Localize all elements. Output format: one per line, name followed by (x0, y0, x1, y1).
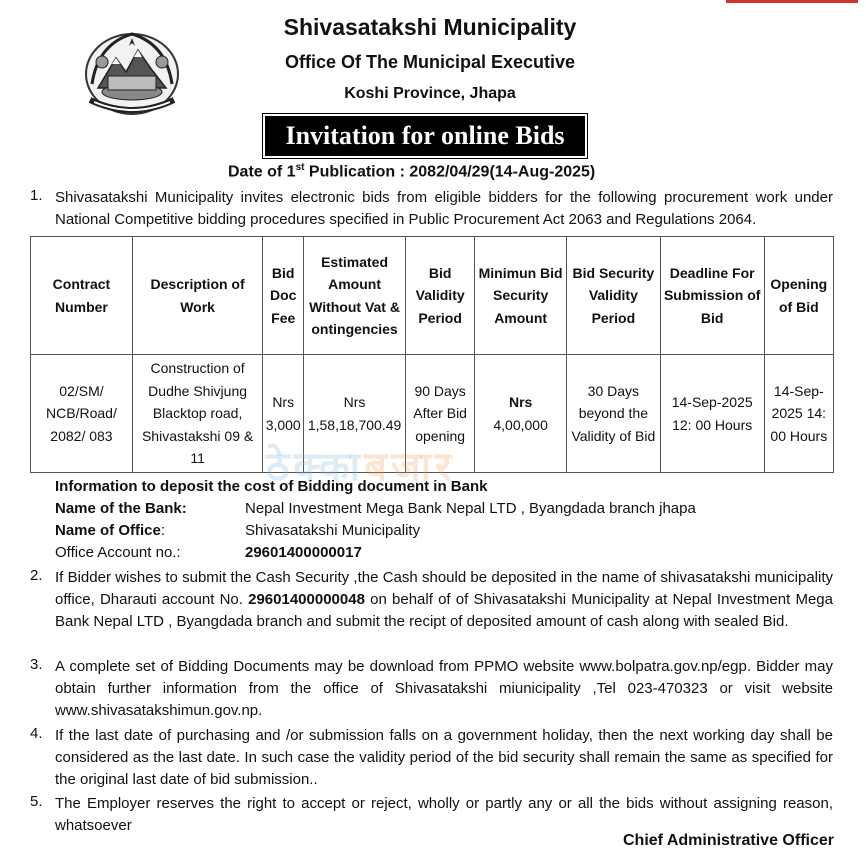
watermark-part-1: ठेक्का (266, 445, 365, 489)
item-paragraph-3: A complete set of Bidding Documents may be download from PPMO website www.bolpatra.gov.np/egp. Bidder may obtain further information from the office of Shivasatakshi miunicipality ,Tel 023-470323 or visit website www.shivasatakshimun.gov.np. (55, 658, 833, 719)
col-description: Description of Work (132, 237, 262, 355)
col-opening: Opening of Bid (764, 237, 833, 355)
cell-deadline: 14-Sep-2025 12: 00 Hours (660, 355, 764, 473)
office-name-value: Shivasatakshi Municipality (245, 522, 421, 539)
item-number-1: 1. (30, 187, 43, 204)
notice-title: Invitation for online Bids (285, 121, 565, 150)
watermark-part-2: बजार (364, 445, 456, 489)
item-number-5: 5. (30, 793, 43, 810)
item-2-account: 29601400000048 (248, 591, 365, 608)
col-deadline: Deadline For Submission of Bid (660, 237, 764, 355)
security-amount: 4,00,000 (493, 416, 548, 433)
bank-name-value: Nepal Investment Mega Bank Nepal LTD , Byangdada branch jhapa (245, 500, 696, 517)
item-number-4: 4. (30, 725, 43, 742)
col-contract-number: Contract Number (31, 237, 133, 355)
bank-name-label: Name of the Bank: (55, 500, 187, 517)
cell-bid-security-validity: 30 Days beyond the Validity of Bid (566, 355, 660, 473)
publication-value: Publication : 2082/04/29(14-Aug-2025) (304, 163, 596, 181)
estimate-amount: 1,58,18,700.49 (307, 416, 402, 433)
col-bid-security-amount: Minimun Bid Security Amount (475, 237, 567, 355)
nepal-emblem-icon (78, 24, 186, 120)
office-name-row (55, 522, 165, 539)
notice-title-banner (265, 116, 585, 156)
item-number-2: 2. (30, 567, 43, 584)
office-name-colon: : (160, 522, 166, 539)
table-header-row (31, 237, 834, 355)
intro-paragraph: Shivasatakshi Municipality invites electronic bids from eligible bidders for the following procurement work under National Competitive bidding procedures specified in Public Procurement Act 2063 and Regulations 2064. (55, 189, 833, 228)
item-2-text-b: on behalf of of Shivasatakshi Municipality at Nepal Investment Mega Bank Nepal LTD , Byangdada branch and submit the recipt of deposited amount of cash along with sealed Bid. (55, 591, 833, 630)
top-accent-bar (726, 0, 858, 3)
item-number-3: 3. (30, 656, 43, 673)
col-bid-validity: Bid Validity Period (406, 237, 475, 355)
cell-contract-number: 02/SM/ NCB/Road/ 2082/ 083 (31, 355, 133, 473)
fee-currency: Nrs (272, 394, 295, 410)
fee-amount: 3,000 (265, 416, 301, 433)
bank-info-title: Information to deposit the cost of Bidding document in Bank (55, 478, 488, 495)
cell-opening: 14-Sep- 2025 14: 00 Hours (764, 355, 833, 473)
item-2-text-a: If Bidder wishes to submit the Cash Security ,the Cash should be deposited in the name of shivasatakshi municipality office, Dharauti account No. (55, 569, 833, 608)
municipality-name: Shivasatakshi Municipality (283, 14, 577, 40)
publication-ordinal: st (295, 162, 305, 173)
col-estimated-amount: Estimated Amount Without Vat & ontingencies (304, 237, 406, 355)
office-name-label: Name of Office (55, 522, 161, 539)
estimate-currency: Nrs (343, 394, 366, 410)
signature-title: Chief Administrative Officer (622, 832, 834, 849)
item-paragraph-2 (55, 567, 833, 633)
col-bid-doc-fee: Bid Doc Fee (263, 237, 304, 355)
publication-label: Date of 1 (228, 163, 296, 181)
province-name: Koshi Province, Jhapa (344, 85, 516, 102)
col-bid-security-validity: Bid Security Validity Period (566, 237, 660, 355)
account-value: 29601400000017 (245, 544, 362, 561)
cell-bid-security-amount (475, 355, 567, 473)
cell-description: Construction of Dudhe Shivjung Blacktop road, Shivastakshi 09 & 11 (132, 355, 262, 473)
item-paragraph-5: The Employer reserves the right to accept or reject, wholly or partly any or all the bids without assigning reason, whatsoever (55, 795, 833, 834)
cell-bid-validity: 90 Days After Bid opening (406, 355, 475, 473)
item-paragraph-4: If the last date of purchasing and /or submission falls on a government holiday, then the next working day shall be considered as the last date. In such case the validity period of the bid security shall remain the same as specified for the original last date of bid submission.. (55, 727, 833, 788)
publication-date (228, 162, 595, 181)
security-currency: Nrs (508, 394, 533, 410)
office-name: Office Of The Municipal Executive (284, 52, 576, 72)
account-label: Office Account no.: (55, 544, 181, 561)
